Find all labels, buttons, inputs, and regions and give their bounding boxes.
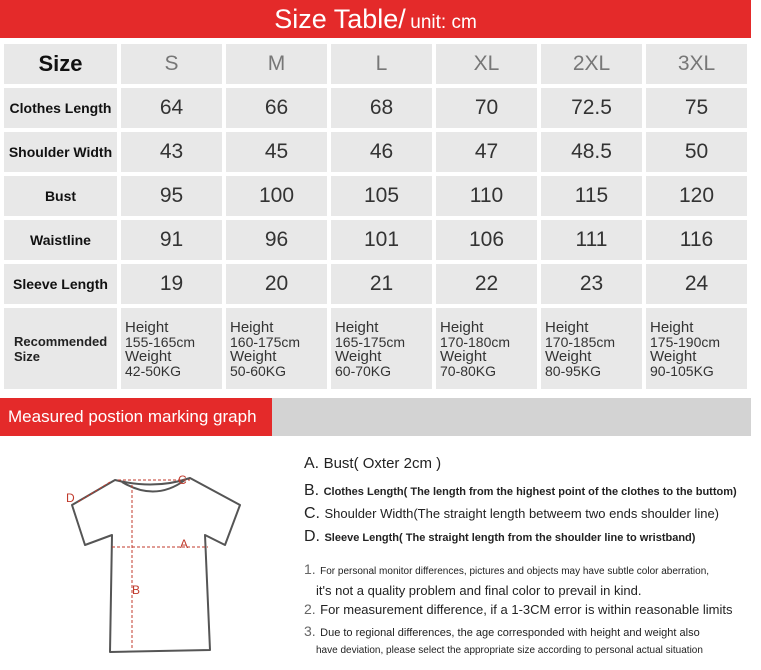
recommended-cell: [121, 308, 222, 389]
table-cell: 111: [541, 220, 642, 260]
table-row: [4, 220, 747, 260]
table-cell: 46: [331, 132, 432, 172]
table-header-row: [4, 44, 747, 84]
weight-value: 60-70KG: [335, 362, 392, 379]
label-d: D: [66, 491, 75, 505]
table-cell: 95: [121, 176, 222, 216]
weight-value: 42-50KG: [125, 362, 182, 379]
label-b: B: [132, 583, 141, 597]
legend-item-b: B. Clothes Length( The length from the highest point of the clothes to the buttom): [304, 482, 737, 499]
table-cell: 19: [121, 264, 222, 304]
weight-label: Weight: [125, 347, 172, 365]
table-cell: 20: [226, 264, 327, 304]
table-cell: 22: [436, 264, 537, 304]
section-title: Measured postion marking graph: [0, 398, 272, 436]
size-col: M: [226, 44, 327, 84]
table-cell: 106: [436, 220, 537, 260]
note-1: 1. For personal monitor differences, pictures and objects may have subtle color aberration,: [304, 561, 710, 577]
row-label: Waistline: [4, 220, 117, 260]
table-cell: 48.5: [541, 132, 642, 172]
table-cell: 43: [121, 132, 222, 172]
note-2: 2. For measurement difference, if a 1-3CM error is within reasonable limits: [304, 601, 733, 617]
weight-value: 70-80KG: [440, 362, 497, 379]
row-label: Clothes Length: [4, 88, 117, 128]
table-cell: 116: [646, 220, 747, 260]
table-row: [4, 176, 747, 216]
table-cell: 100: [226, 176, 327, 216]
size-col: XL: [436, 44, 537, 84]
table-cell: 47: [436, 132, 537, 172]
tshirt-diagram: [60, 460, 250, 660]
table-cell: 91: [121, 220, 222, 260]
weight-label: Weight: [545, 347, 592, 365]
weight-label: Weight: [230, 347, 277, 365]
height-value: 170-185cm: [545, 333, 616, 350]
size-col: 3XL: [646, 44, 747, 84]
recommended-row: [4, 308, 747, 389]
title-text: Size Table/: [274, 4, 406, 34]
table-cell: 50: [646, 132, 747, 172]
table-cell: 45: [226, 132, 327, 172]
title-unit: unit: cm: [410, 12, 477, 33]
title-bar: [0, 0, 751, 38]
height-value: 165-175cm: [335, 333, 406, 350]
note-1-line2: it's not a quality problem and final color to prevail in kind.: [316, 583, 642, 598]
table-cell: 64: [121, 88, 222, 128]
height-label: Height: [650, 318, 694, 336]
table-cell: 75: [646, 88, 747, 128]
legend-item-c: C. Shoulder Width(The straight length betweem two ends shoulder line): [304, 505, 719, 522]
label-a: A: [180, 537, 189, 551]
table-cell: 66: [226, 88, 327, 128]
note-3: 3. Due to regional differences, the age corresponded with height and weight also: [304, 623, 700, 639]
weight-value: 80-95KG: [545, 362, 602, 379]
table-cell: 23: [541, 264, 642, 304]
table-cell: 21: [331, 264, 432, 304]
size-table: [0, 40, 751, 393]
legend-item-a: A. Bust( Oxter 2cm ): [304, 455, 442, 472]
table-row: [4, 132, 747, 172]
size-col: 2XL: [541, 44, 642, 84]
weight-label: Weight: [335, 347, 382, 365]
table-cell: 70: [436, 88, 537, 128]
weight-label: Weight: [650, 347, 697, 365]
label-c: C: [178, 473, 187, 487]
table-cell: 105: [331, 176, 432, 216]
size-header: Size: [4, 44, 117, 84]
recommended-label-line2: Size: [14, 348, 41, 364]
height-label: Height: [335, 318, 379, 336]
height-value: 160-175cm: [230, 333, 301, 350]
height-label: Height: [125, 318, 169, 336]
height-value: 175-190cm: [650, 333, 721, 350]
height-label: Height: [545, 318, 589, 336]
recommended-cell: [646, 308, 747, 389]
recommended-label-line1: Recommended: [14, 333, 108, 349]
height-value: 155-165cm: [125, 333, 196, 350]
weight-value: 50-60KG: [230, 362, 287, 379]
weight-label: Weight: [440, 347, 487, 365]
table-cell: 110: [436, 176, 537, 216]
tshirt-outline: [72, 478, 240, 652]
section-bar: [0, 398, 751, 436]
height-label: Height: [230, 318, 274, 336]
table-row: [4, 88, 747, 128]
weight-value: 90-105KG: [650, 362, 714, 379]
size-col: S: [121, 44, 222, 84]
table-cell: 24: [646, 264, 747, 304]
height-value: 170-180cm: [440, 333, 511, 350]
table-cell: 120: [646, 176, 747, 216]
row-label: Shoulder Width: [4, 132, 117, 172]
table-row: [4, 264, 747, 304]
row-label: Bust: [4, 176, 117, 216]
row-label: Sleeve Length: [4, 264, 117, 304]
note-3-line2: have deviation, please select the appropriate size according to personal actual situation: [316, 645, 703, 656]
recommended-cell: [436, 308, 537, 389]
table-cell: 68: [331, 88, 432, 128]
recommended-cell: [331, 308, 432, 389]
recommended-cell: [226, 308, 327, 389]
recommended-cell: [541, 308, 642, 389]
table-cell: 96: [226, 220, 327, 260]
height-label: Height: [440, 318, 484, 336]
legend-item-d: D. Sleeve Length( The straight length from the shoulder line to wristband): [304, 528, 696, 545]
table-cell: 72.5: [541, 88, 642, 128]
size-col: L: [331, 44, 432, 84]
table-cell: 115: [541, 176, 642, 216]
table-cell: 101: [331, 220, 432, 260]
recommended-label: [4, 308, 117, 389]
